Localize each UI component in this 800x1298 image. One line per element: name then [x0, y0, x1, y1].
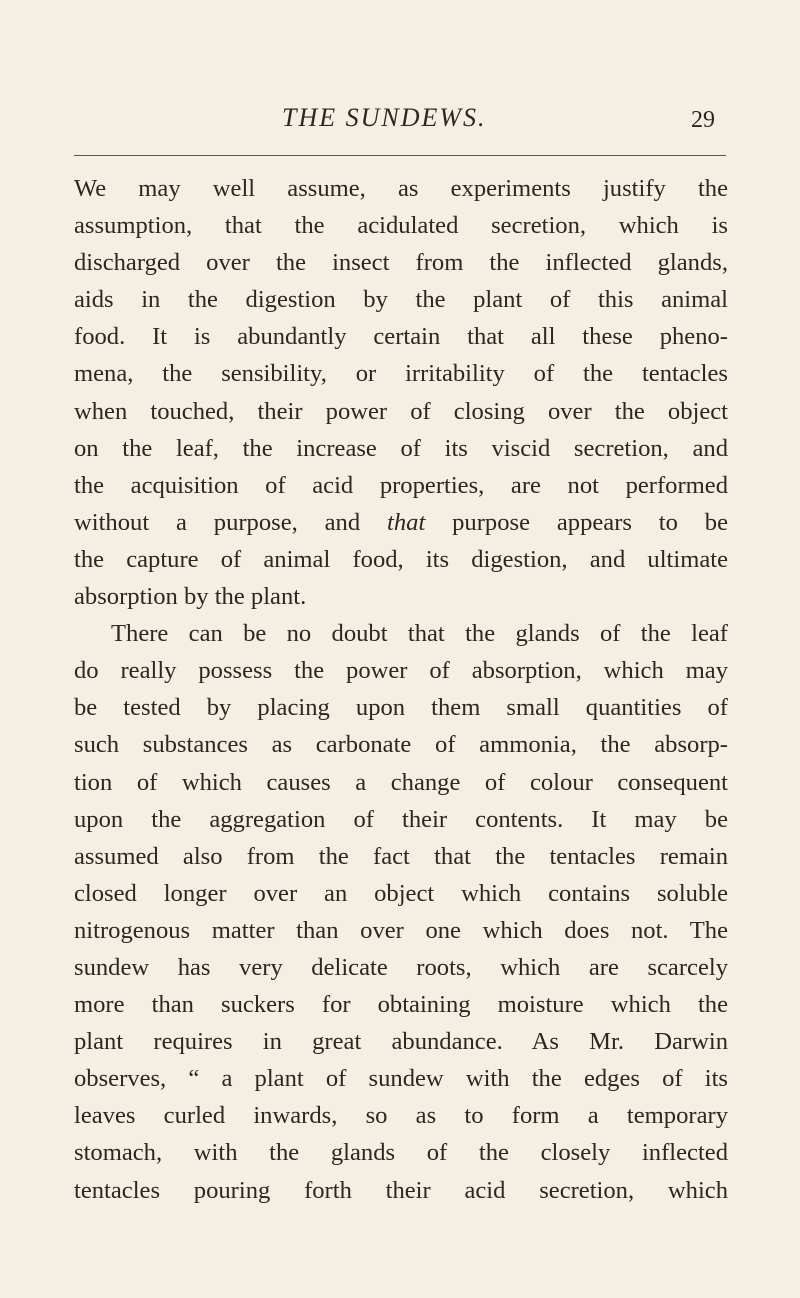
text-line: the acquisition of acid properties, are not performed [74, 471, 728, 499]
page-number: 29 [691, 107, 715, 133]
text-line: sundew has very delicate roots, which are scarcely [74, 953, 728, 981]
text-line: aids in the digestion by the plant of this animal [74, 286, 728, 314]
running-title: THE SUNDEWS. [282, 103, 487, 132]
text-line: such substances as carbonate of ammonia, the absorp- [74, 731, 728, 759]
text-line: stomach, with the glands of the closely inflected [74, 1139, 728, 1167]
text-line: be tested by placing upon them small quantities of [74, 694, 728, 722]
body-text [74, 170, 728, 1209]
text-line-with-emphasis [74, 504, 728, 541]
text-line: mena, the sensibility, or irritability of the tentacles [74, 360, 728, 388]
text-line: more than suckers for obtaining moisture which the [74, 991, 728, 1019]
text-line: assumption, that the acidulated secretion, which is [74, 212, 728, 240]
text-line: leaves curled inwards, so as to form a temporary [74, 1102, 728, 1130]
text-line: observes, “ a plant of sundew with the edges of its [74, 1065, 728, 1093]
text-line: closed longer over an object which contains soluble [74, 879, 728, 907]
text-line: do really possess the power of absorption, which may [74, 657, 728, 685]
text-line: assumed also from the fact that the tentacles remain [74, 842, 728, 870]
text-line: the capture of animal food, its digestion, and ultimate [74, 545, 728, 573]
text-line: nitrogenous matter than over one which does not. The [74, 916, 728, 944]
text-line: when touched, their power of closing over the object [74, 397, 728, 425]
text-line: tion of which causes a change of colour consequent [74, 768, 728, 796]
emphasis-word: that [387, 508, 426, 536]
text-segment: purpose appears to be [425, 508, 729, 536]
text-line: discharged over the insect from the inflected glands, [74, 249, 728, 277]
running-head [0, 98, 800, 138]
paragraph-start-line: There can be no doubt that the glands of the leaf [111, 620, 728, 648]
text-line: plant requires in great abundance. As Mr. Darwin [74, 1028, 728, 1056]
text-line: upon the aggregation of their contents. It may be [74, 805, 728, 833]
text-line: on the leaf, the increase of its viscid secretion, and [74, 434, 728, 462]
text-line: tentacles pouring forth their acid secretion, which [74, 1176, 728, 1204]
text-line: absorption by the plant. [74, 583, 307, 611]
text-segment: without a purpose, and [74, 508, 388, 536]
text-line: food. It is abundantly certain that all these pheno- [74, 323, 728, 351]
header-rule [74, 155, 726, 156]
text-line: We may well assume, as experiments justify the [74, 175, 728, 202]
